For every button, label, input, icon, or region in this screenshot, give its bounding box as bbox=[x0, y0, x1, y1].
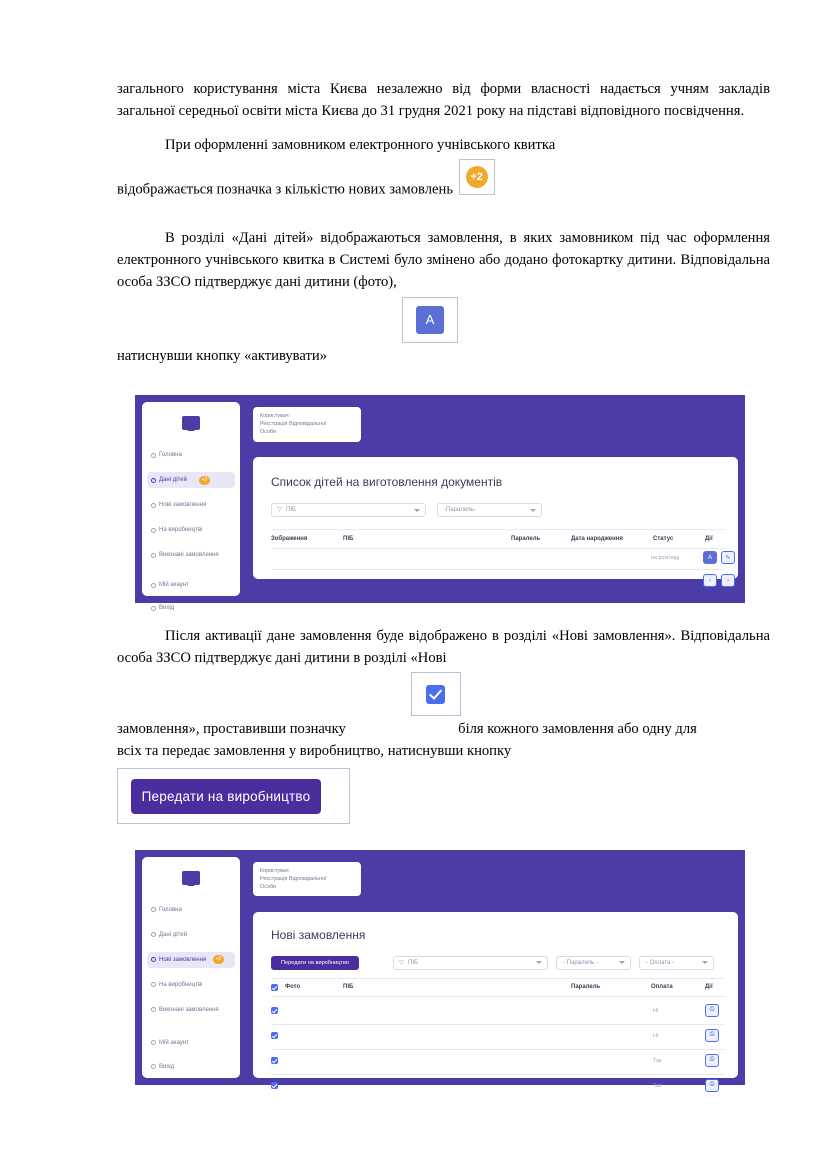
pager-next-label: › bbox=[727, 577, 729, 584]
sidebar bbox=[142, 857, 240, 1078]
document-body bbox=[117, 78, 770, 1089]
row-action-button[interactable] bbox=[705, 1004, 719, 1017]
production-icon bbox=[151, 982, 156, 987]
user-label: Користувач: bbox=[260, 413, 291, 420]
orders-icon bbox=[151, 957, 156, 962]
production-icon bbox=[151, 528, 156, 533]
sidebar-item-label: Мій акаунт bbox=[159, 582, 189, 589]
transfer-button-image bbox=[117, 768, 350, 824]
user-role-line2: Особи bbox=[260, 429, 277, 436]
class-filter-select[interactable] bbox=[556, 956, 631, 970]
row-action-button[interactable] bbox=[705, 1079, 719, 1092]
account-icon bbox=[151, 1040, 156, 1045]
children-icon bbox=[151, 932, 156, 937]
chevron-down-icon bbox=[530, 509, 536, 512]
activate-button[interactable]: А bbox=[416, 306, 444, 334]
user-info-box bbox=[253, 862, 361, 896]
paragraph-1: загального користування міста Києва незалежно від форми власності надається учням закладів загальної середньої освіти міста Києва до 31 грудня 2021 року на підставі відповідного посвідчення. bbox=[117, 81, 770, 120]
sidebar-item-in-production[interactable] bbox=[147, 522, 235, 538]
paragraph-3: В розділі «Дані дітей» відображаються замовлення, в яких замовником під час оформлення електронного учнівського квитка в Системі було змінено або додано фотокартку дитини. Відповідальна особа ЗЗСО підтверджує дані дитини (фото), bbox=[117, 229, 770, 290]
row-payment-value: Так bbox=[653, 1082, 662, 1089]
account-icon bbox=[151, 583, 156, 588]
search-placeholder: ПІБ bbox=[286, 507, 296, 514]
paragraph-4-b-text: замовлення», проставивши позначку bbox=[117, 720, 346, 737]
sidebar-item-label: На виробництві bbox=[159, 981, 203, 988]
payment-filter-select[interactable] bbox=[639, 956, 714, 970]
class-filter-value: - Паралель - bbox=[563, 959, 598, 966]
table-header-status: Статус bbox=[653, 536, 674, 543]
paragraph-4-d: всіх та передає замовлення у виробництво, натиснувши кнопку bbox=[117, 742, 512, 759]
completed-icon bbox=[151, 553, 156, 558]
table-header-divider bbox=[271, 996, 724, 997]
new-orders-count-badge: +2 bbox=[466, 166, 488, 188]
row-action-button[interactable] bbox=[705, 1054, 719, 1067]
sidebar-item-label: Виконані замовлення bbox=[159, 1006, 219, 1013]
table-header-class: Паралель bbox=[571, 983, 601, 990]
row-checkbox[interactable] bbox=[271, 1007, 278, 1014]
row-status-value: на розгляді bbox=[651, 555, 680, 562]
screenshot-children-list bbox=[135, 395, 745, 612]
payment-filter-value: - Оплата - bbox=[646, 959, 674, 966]
sidebar bbox=[142, 402, 240, 612]
activate-button-image bbox=[402, 297, 458, 343]
row-checkbox[interactable] bbox=[271, 1032, 278, 1039]
table-row-divider bbox=[271, 1024, 724, 1025]
sidebar-item-children-data[interactable] bbox=[147, 472, 235, 488]
checkbox-image bbox=[411, 672, 461, 716]
paragraph-4: Після активації дане замовлення буде відображено в розділі «Нові замовлення». Відповідальна особа ЗЗСО підтверджує дані дитини в розділі «Нові bbox=[117, 628, 770, 667]
row-action-icon: ⎙ bbox=[709, 1081, 715, 1088]
pager-prev-label: ‹ bbox=[709, 577, 711, 584]
paragraph-2-end bbox=[117, 171, 770, 209]
completed-icon bbox=[151, 1007, 156, 1012]
user-role-line1: Реєстрація Відповідальної bbox=[260, 421, 327, 428]
sidebar-item-label: Головна bbox=[159, 452, 182, 459]
user-info-box bbox=[253, 407, 361, 441]
row-payment-value: Так bbox=[653, 1057, 662, 1064]
row-action-button[interactable] bbox=[705, 1029, 719, 1042]
paragraph-2-end-text: відображається позначка з кількістю нових замовлень bbox=[117, 180, 453, 197]
table-header-name: ПІБ bbox=[343, 536, 354, 543]
sidebar-item-label: Головна bbox=[159, 906, 182, 913]
sidebar-item-label: Мій акаунт bbox=[159, 1039, 189, 1046]
class-filter-value: -Паралель- bbox=[444, 507, 476, 514]
chevron-down-icon bbox=[536, 961, 542, 964]
user-role-line1: Реєстрація Відповідальної bbox=[260, 876, 327, 882]
table-row-divider bbox=[271, 569, 724, 570]
table-header-photo: Фото bbox=[285, 983, 301, 990]
new-orders-badge-image bbox=[459, 171, 497, 209]
paragraph-2-start: При оформленні замовником електронного учнівського квитка bbox=[165, 137, 556, 154]
sidebar-item-label: Дані дітей bbox=[159, 931, 187, 938]
table-header-divider bbox=[271, 548, 724, 549]
activate-row-button[interactable] bbox=[703, 551, 717, 564]
sidebar-item-completed-orders[interactable] bbox=[147, 547, 235, 563]
table-header-birthdate: Дата народження bbox=[571, 536, 623, 543]
sidebar-item-logout[interactable] bbox=[147, 1059, 235, 1075]
sidebar-item-home[interactable] bbox=[147, 447, 235, 463]
pager-next-button[interactable] bbox=[721, 574, 735, 587]
edit-row-label: ✎ bbox=[725, 555, 731, 562]
table-header-image: Зображення bbox=[271, 536, 308, 543]
app-logo-icon bbox=[182, 871, 200, 885]
sidebar-item-label: На виробництві bbox=[159, 527, 203, 534]
row-action-icon: ⎙ bbox=[709, 1056, 715, 1063]
panel-title: Нові замовлення bbox=[271, 927, 366, 942]
chevron-down-icon bbox=[702, 961, 708, 964]
activate-row-label: А bbox=[707, 554, 712, 561]
filter-icon: ▽ bbox=[277, 507, 282, 514]
table-top-divider bbox=[271, 978, 724, 979]
sidebar-item-new-orders[interactable] bbox=[147, 497, 235, 513]
transfer-to-production-button[interactable]: Передати на виробництво bbox=[131, 779, 321, 814]
sidebar-item-label: Нові замовлення bbox=[159, 956, 207, 963]
edit-row-button[interactable] bbox=[721, 551, 735, 564]
logout-icon bbox=[151, 1064, 156, 1069]
user-role-line2: Особи bbox=[260, 884, 277, 891]
transfer-to-production-button[interactable] bbox=[271, 956, 359, 970]
paragraph-4-b bbox=[117, 718, 770, 740]
row-action-icon: ⎙ bbox=[709, 1031, 715, 1038]
sidebar-item-new-orders[interactable] bbox=[147, 952, 235, 968]
row-payment-value: Ні bbox=[653, 1032, 659, 1039]
row-checkbox[interactable] bbox=[271, 1057, 278, 1064]
sidebar-item-in-production[interactable] bbox=[147, 977, 235, 993]
transfer-button-label: Передати на виробництво bbox=[281, 959, 349, 966]
screenshot-new-orders bbox=[135, 850, 745, 1089]
sidebar-item-label: Вихід bbox=[159, 605, 175, 612]
panel-title: Список дітей на виготовлення документів bbox=[271, 475, 503, 490]
table-header-payment: Оплата bbox=[651, 983, 673, 990]
search-input[interactable] bbox=[271, 503, 426, 517]
row-payment-value: Ні bbox=[653, 1007, 659, 1014]
logout-icon bbox=[151, 606, 156, 611]
search-input[interactable] bbox=[393, 956, 548, 970]
children-list-panel bbox=[253, 457, 738, 584]
row-action-icon: ⎙ bbox=[709, 1006, 715, 1013]
sidebar-item-children-data[interactable] bbox=[147, 927, 235, 943]
search-placeholder: ПІБ bbox=[408, 959, 418, 966]
orders-icon bbox=[151, 503, 156, 508]
sidebar-item-completed-orders[interactable] bbox=[147, 1002, 235, 1018]
table-header-class: Паралель bbox=[511, 536, 541, 543]
class-filter-select[interactable] bbox=[437, 503, 542, 517]
order-checkbox[interactable] bbox=[426, 685, 445, 704]
user-label: Користувач: bbox=[260, 867, 291, 874]
app-logo-icon bbox=[182, 416, 200, 430]
new-orders-panel bbox=[253, 912, 738, 1089]
table-row-divider bbox=[271, 1074, 724, 1075]
sidebar-item-label: Нові замовлення bbox=[159, 502, 207, 509]
pager-prev-button[interactable] bbox=[703, 574, 717, 587]
sidebar-item-home[interactable] bbox=[147, 902, 235, 918]
table-top-divider bbox=[271, 529, 724, 530]
select-all-checkbox[interactable] bbox=[271, 984, 278, 991]
table-header-name: ПІБ bbox=[343, 983, 354, 990]
table-row-divider bbox=[271, 1049, 724, 1050]
children-icon bbox=[151, 478, 156, 483]
chevron-down-icon bbox=[414, 509, 420, 512]
sidebar-item-my-account[interactable] bbox=[147, 577, 235, 593]
sidebar-badge: +2 bbox=[213, 955, 224, 964]
home-icon bbox=[151, 453, 156, 458]
row-checkbox[interactable] bbox=[271, 1082, 278, 1089]
home-icon bbox=[151, 907, 156, 912]
chevron-down-icon bbox=[619, 961, 625, 964]
sidebar-item-label: Дані дітей bbox=[159, 477, 187, 484]
sidebar-item-logout[interactable] bbox=[147, 600, 235, 616]
sidebar-item-label: Виконані замовлення bbox=[159, 552, 219, 559]
table-header-actions: Дії bbox=[705, 536, 713, 543]
table-header-actions: Дії bbox=[705, 983, 713, 990]
sidebar-item-label: Вихід bbox=[159, 1063, 175, 1070]
sidebar-badge: +2 bbox=[199, 476, 210, 485]
paragraph-4-c-text: біля кожного замовлення або одну для bbox=[458, 720, 697, 737]
sidebar-item-my-account[interactable] bbox=[147, 1035, 235, 1051]
filter-icon: ▽ bbox=[399, 959, 404, 966]
paragraph-3-end: натиснувши кнопку «активувати» bbox=[117, 348, 327, 365]
